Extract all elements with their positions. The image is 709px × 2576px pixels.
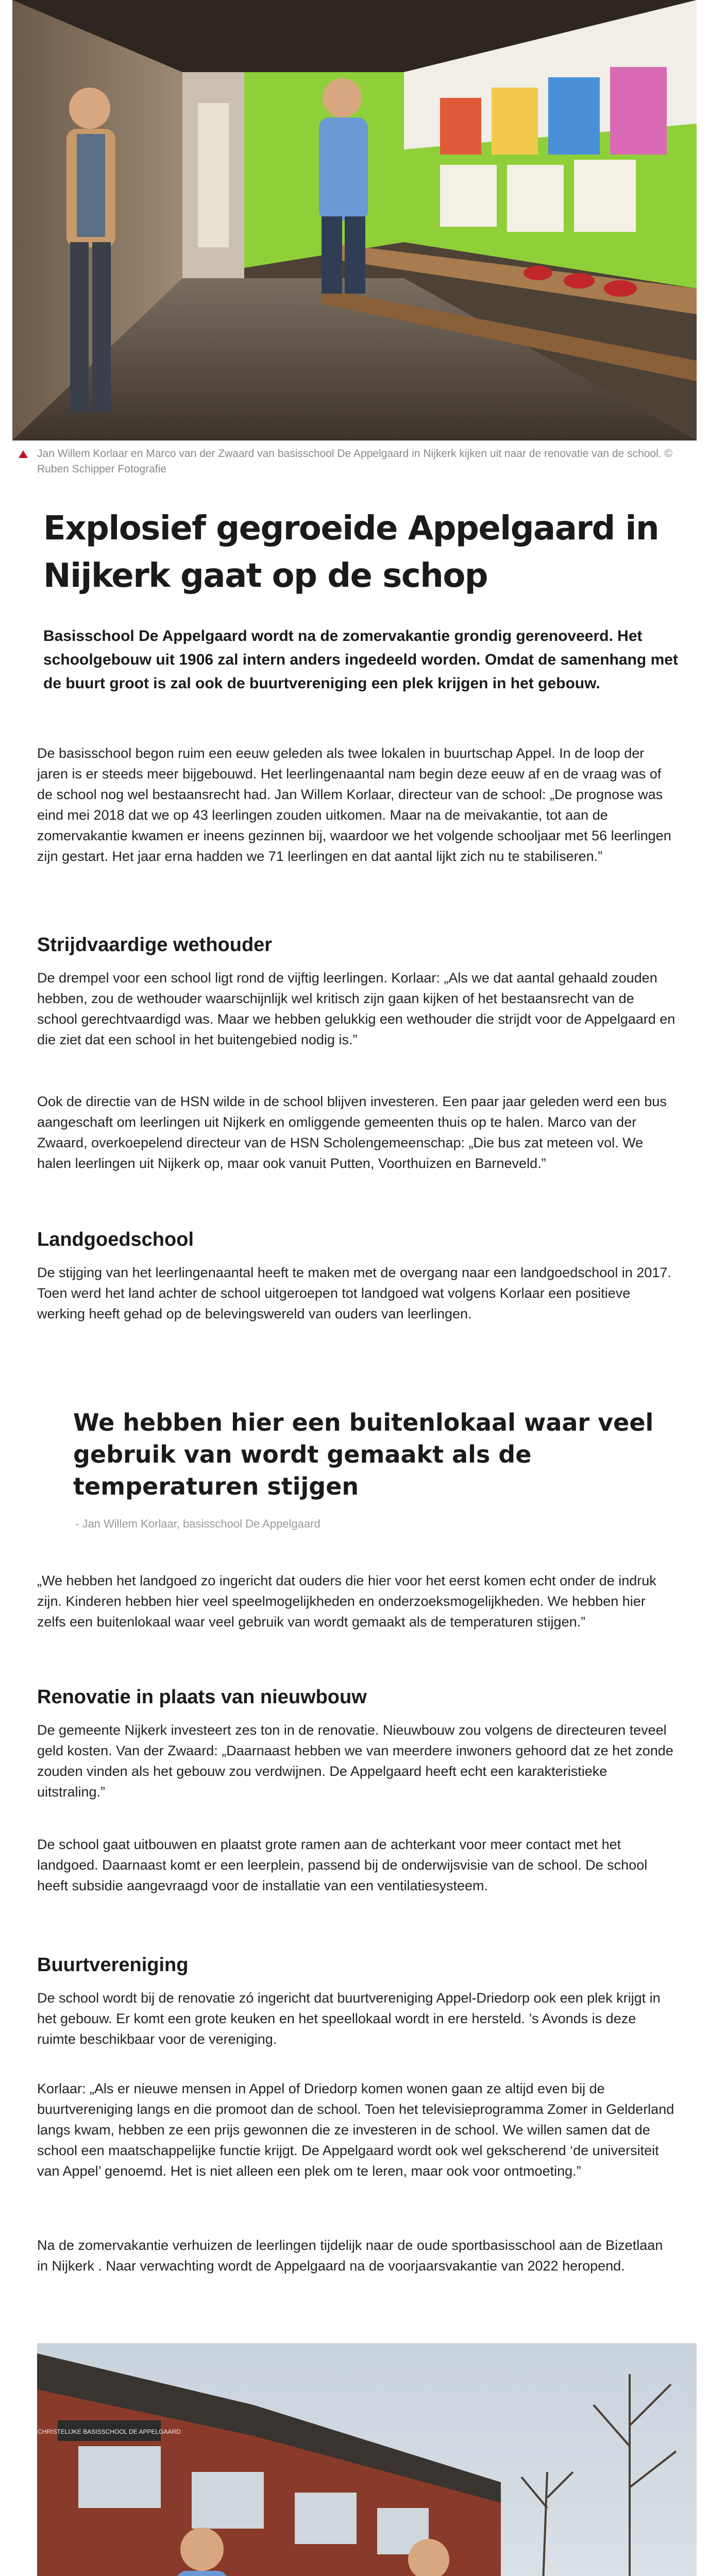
bottom-photo (37, 2343, 697, 2576)
pull-quote-author: - Jan Willem Korlaar, basisschool De Appelgaard (75, 1517, 320, 1530)
top-photo-caption-text: Jan Willem Korlaar en Marco van der Zwaard van basisschool De Appelgaard in Nijkerk kijken uit naar de renovatie van de school. © Ruben Schipper Fotografie (37, 448, 672, 475)
school-sign-text: CHRISTELIJKE BASISSCHOOL DE APPELGAARD (38, 2428, 181, 2435)
heading-wethouder: Strijdvaardige wethouder (37, 934, 273, 956)
hero-photo (12, 0, 697, 440)
heading-buurt: Buurtvereniging (37, 1954, 189, 1976)
paragraph-5: „We hebben het landgoed zo ingericht dat ouders die hier voor het eerst komen echt onder de indruk zijn. Kinderen hebben hier veel speelmogelijkheden en onderzoeksmogelijkheden. We hebben hier zelfs een buitenlokaal waar veel gebruik van wordt gemaakt als de temperaturen stijgen.” (37, 1573, 656, 1630)
paragraph-10: Na de zomervakantie verhuizen de leerlingen tijdelijk naar de oude sportbasisschool aan de Bizetlaan in Nijkerk . Naar verwachting wordt de Appelgaard na de voorjaarsvakantie van 2022 heropend. (37, 2238, 663, 2274)
caption-marker-icon (19, 450, 28, 458)
hallway-illustration (12, 0, 697, 440)
heading-renovatie: Renovatie in plaats van nieuwbouw (37, 1686, 367, 1708)
paragraph-9: Korlaar: „Als er nieuwe mensen in Appel of Driedorp komen wonen gaan ze altijd even bij de buurtvereniging langs en die promoot dan de school. Toen het televisieprogramma Zomer in Gelderland langs kwam, hebben ze een prijs gewonnen die ze investeren in de school. We willen samen dat de school een maatschappelijke functie krijgt. De Appelgaard wordt ook wel gekscherend ‘de universiteit van Appel’ genoemd. Het is niet alleen een plek om te leren, maar ook voor ontmoeting.” (37, 2081, 674, 2179)
paragraph-3: Ook de directie van de HSN wilde in de school blijven investeren. Een paar jaar geleden werd een bus aangeschaft om leerlingen uit Nijkerk en omliggende gemeenten thuis op te halen. Marco van der Zwaard, overkoepelend directeur van de HSN Scholengemeenschap: „Die bus zat meteen vol. We halen leerlingen uit Nijkerk op, maar ook vanuit Putten, Voorthuizen en Barneveld.” (37, 1094, 667, 1171)
paragraph-4: De stijging van het leerlingenaantal heeft te maken met de overgang naar een landgoedschool in 2017. Toen werd het land achter de school uitgeroepen tot landgoed wat volgens Korlaar een positieve werking heeft gehad op de belevingswereld van ouders van leerlingen. (37, 1265, 671, 1321)
heading-landgoed: Landgoedschool (37, 1229, 194, 1250)
top-photo-caption (37, 446, 691, 477)
school-exterior-illustration (37, 2343, 697, 2576)
paragraph-1: De basisschool begon ruim een eeuw geleden als twee lokalen in buurtschap Appel. In de loop der jaren is er steeds meer bijgebouwd. Het leerlingenaantal nam begin deze eeuw af en de vraag was of de school nog wel bestaansrecht had. Jan Willem Korlaar, directeur van de school: „De prognose was eind mei 2018 dat we op 43 leerlingen zouden uitkomen. Maar na de meivakantie, tot aan de zomervakantie kwamen er ineens gezinnen bij, waardoor we het volgende schooljaar met 56 leerlingen zijn gestart. Het jaar erna hadden we 71 leerlingen en dat aantal lijkt zich nu te stabiliseren.” (37, 745, 671, 864)
article-title: Explosief gegroeide Appelgaard in Nijkerk gaat op de schop (43, 510, 659, 595)
pull-quote: We hebben hier een buitenlokaal waar veel gebruik van wordt gemaakt als de temperaturen stijgen (73, 1409, 654, 1500)
paragraph-8: De school wordt bij de renovatie zó ingericht dat buurtvereniging Appel-Driedorp ook een plek krijgt in het gebouw. Er komt een grote keuken en het speellokaal wordt in ere hersteld. ’s Avonds is deze ruimte beschikbaar voor de vereniging. (37, 1990, 661, 2047)
paragraph-2: De drempel voor een school ligt rond de vijftig leerlingen. Korlaar: „Als we dat aantal gehaald zouden hebben, zou de wethouder waarschijnlijk wel kritisch zijn gaan kijken of het bestaansrecht van de school gerechtvaardigd was. Maar we hebben gelukkig een wethouder die strijdt voor de Appelgaard en die ziet dat een school in het buitengebied nodig is.” (37, 970, 676, 1047)
article-lead: Basisschool De Appelgaard wordt na de zomervakantie grondig gerenoveerd. Het schoolgebouw uit 1906 zal intern anders ingedeeld worden. Omdat de samenhang met de buurt groot is zal ook de buurtvereniging een plek krijgen in het gebouw. (43, 628, 678, 692)
paragraph-7: De school gaat uitbouwen en plaatst grote ramen aan de achterkant voor meer contact met het landgoed. Daarnaast komt er een leerplein, passend bij de onderwijsvisie van de school. De school heeft subsidie aangevraagd voor de installatie van een ventilatiesysteem. (37, 1837, 648, 1893)
paragraph-6: De gemeente Nijkerk investeert zes ton in de renovatie. Nieuwbouw zou volgens de directeuren teveel geld kosten. Van der Zwaard: „Daarnaast hebben we van meerdere inwoners gehoord dat ze het zonde zouden vinden als het gebouw zou verdwijnen. De Appelgaard heeft echt een karakteristieke uitstraling.” (37, 1722, 673, 1800)
